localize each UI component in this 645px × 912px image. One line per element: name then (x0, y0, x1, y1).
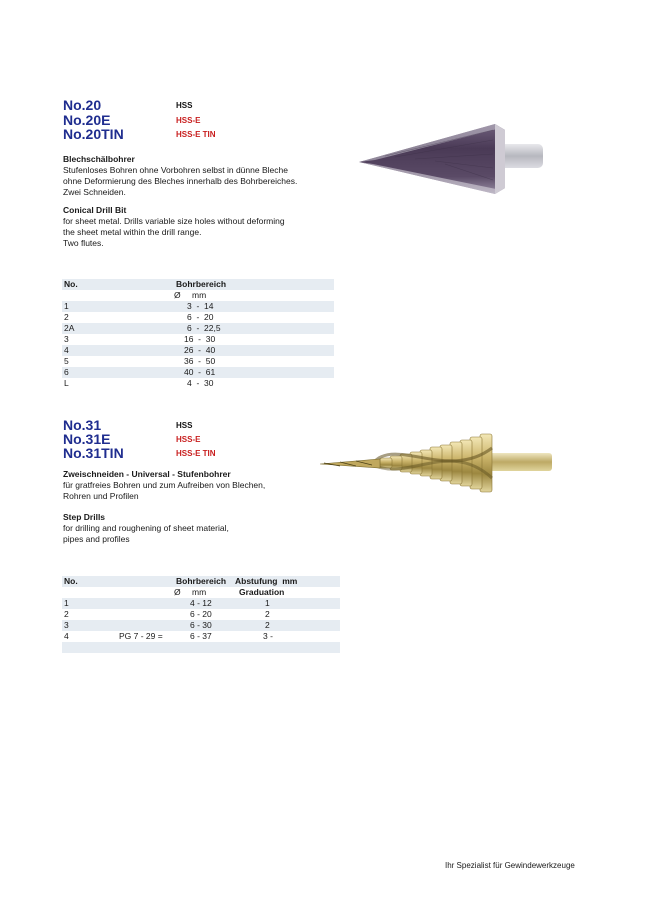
row-range: 36 - 50 (184, 356, 216, 366)
row-range: 40 - 61 (184, 367, 216, 377)
description-line: for drilling and roughening of sheet material, (63, 523, 229, 533)
material-label: HSS (176, 101, 193, 110)
graduation-label: Graduation (239, 587, 285, 597)
material-label: HSS-E TIN (176, 449, 216, 458)
row-no: 3 (64, 334, 69, 344)
table-row (62, 312, 334, 323)
row-step: 1 (265, 598, 270, 608)
row-range: 4 - 30 (187, 378, 214, 388)
description-de (63, 469, 313, 502)
table-row (62, 378, 334, 389)
unit-label: mm (192, 290, 207, 300)
product-no: No.31 (63, 417, 102, 433)
table-row (62, 301, 334, 312)
row-no: 6 (64, 367, 69, 377)
column-header-range: Bohrbereich (176, 576, 227, 586)
row-range: 6 - 30 (190, 620, 212, 630)
table-row-empty (62, 642, 340, 653)
description-line: ohne Deformierung des Bleches innerhalb des Bohrbereiches. (63, 176, 298, 186)
description-line: for sheet metal. Drills variable size holes without deforming (63, 216, 285, 226)
table-row (62, 323, 334, 334)
description-line: Two flutes. (63, 238, 104, 248)
product-no: No.31E (63, 431, 111, 447)
description-de (63, 154, 343, 198)
table-row (62, 631, 340, 642)
row-no: 4 (64, 631, 69, 641)
row-range: 26 - 40 (184, 345, 216, 355)
product-no: No.20E (63, 112, 111, 128)
row-step: 2 (265, 620, 270, 630)
material-label: HSS-E (176, 435, 201, 444)
table-unit-row (62, 290, 334, 301)
column-header-no: No. (64, 279, 78, 289)
row-range: 6 - 20 (190, 609, 212, 619)
row-step: 3 - (263, 631, 273, 641)
row-no: 5 (64, 356, 69, 366)
material-label: HSS (176, 421, 193, 430)
row-range: 6 - 37 (190, 631, 212, 641)
material-label: HSS-E (176, 116, 201, 125)
product-no: No.31TIN (63, 445, 124, 461)
conical-drill-bit-image (355, 110, 555, 210)
table-header-row (62, 576, 340, 587)
table-row (62, 367, 334, 378)
description-line: für gratfreies Bohren und zum Aufreiben von Blechen, (63, 480, 266, 490)
description-line: Stufenloses Bohren ohne Vorbohren selbst in dünne Bleche (63, 165, 288, 175)
step-drill-image (310, 420, 560, 510)
description-title: Blechschälbohrer (63, 154, 135, 164)
row-no: 2A (64, 323, 75, 333)
unit-label: mm (192, 587, 207, 597)
row-no: 1 (64, 598, 69, 608)
description-line: Zwei Schneiden. (63, 187, 126, 197)
table-row (62, 620, 340, 631)
row-no: 4 (64, 345, 69, 355)
footer-tagline: Ihr Spezialist für Gewindewerkzeuge (445, 861, 575, 870)
row-no: 3 (64, 620, 69, 630)
description-title: Zweischneiden - Universal - Stufenbohrer (63, 469, 231, 479)
description-line: the sheet metal within the drill range. (63, 227, 202, 237)
table-row (62, 598, 340, 609)
table-row (62, 356, 334, 367)
row-range: 16 - 30 (184, 334, 216, 344)
column-header-no: No. (64, 576, 78, 586)
column-header-range: Bohrbereich (176, 279, 227, 289)
product-no: No.20TIN (63, 126, 124, 142)
row-step: 2 (265, 609, 270, 619)
diameter-symbol: Ø (174, 290, 181, 300)
material-label: HSS-E TIN (176, 130, 216, 139)
row-no: 2 (64, 609, 69, 619)
diameter-symbol: Ø (174, 587, 181, 597)
row-range: 4 - 12 (190, 598, 212, 608)
description-en (63, 205, 343, 249)
description-title: Conical Drill Bit (63, 205, 127, 215)
table-header-row (62, 279, 334, 290)
description-line: pipes and profiles (63, 534, 130, 544)
table-row (62, 334, 334, 345)
description-title: Step Drills (63, 512, 106, 522)
column-header-step: Abstufung mm (235, 576, 298, 586)
product-no: No.20 (63, 97, 102, 113)
row-pg: PG 7 - 29 = (119, 631, 163, 641)
row-no: L (64, 378, 69, 388)
row-range: 6 - 22,5 (187, 323, 221, 333)
description-line: Rohren und Profilen (63, 491, 139, 501)
description-en (63, 512, 313, 545)
row-range: 3 - 14 (187, 301, 214, 311)
row-no: 1 (64, 301, 69, 311)
table-row (62, 345, 334, 356)
row-range: 6 - 20 (187, 312, 214, 322)
table-unit-row (62, 587, 340, 598)
table-row (62, 609, 340, 620)
row-no: 2 (64, 312, 69, 322)
